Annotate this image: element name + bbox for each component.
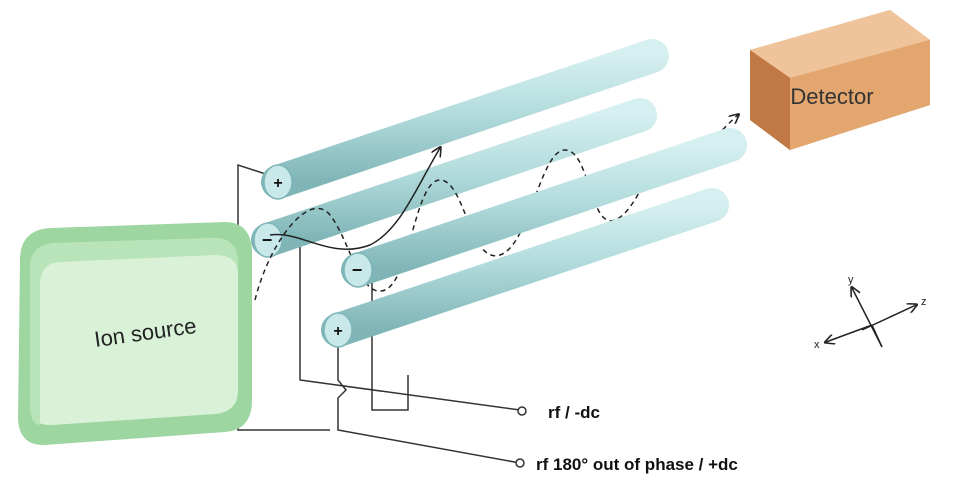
axis-x-label: x <box>814 339 820 351</box>
rod-sign-top-left: + <box>273 175 283 192</box>
axis-z-label: z <box>921 296 927 308</box>
ion-source-box <box>18 222 252 445</box>
terminal-upper <box>518 403 600 422</box>
coordinate-axes <box>826 288 916 347</box>
ion-source-label: Ion source <box>92 312 198 353</box>
terminal-lower-label: rf 180° out of phase / +dc <box>536 455 738 474</box>
axis-y-label: y <box>848 274 854 286</box>
rod-sign-bottom: + <box>333 323 343 340</box>
terminal-lower <box>516 455 738 474</box>
detector-label: Detector <box>790 84 874 109</box>
terminal-upper-label: rf / -dc <box>548 403 600 422</box>
rod-sign-mid-left: − <box>261 230 273 250</box>
detector-box <box>750 10 930 150</box>
rod-sign-mid-right: − <box>351 260 363 280</box>
